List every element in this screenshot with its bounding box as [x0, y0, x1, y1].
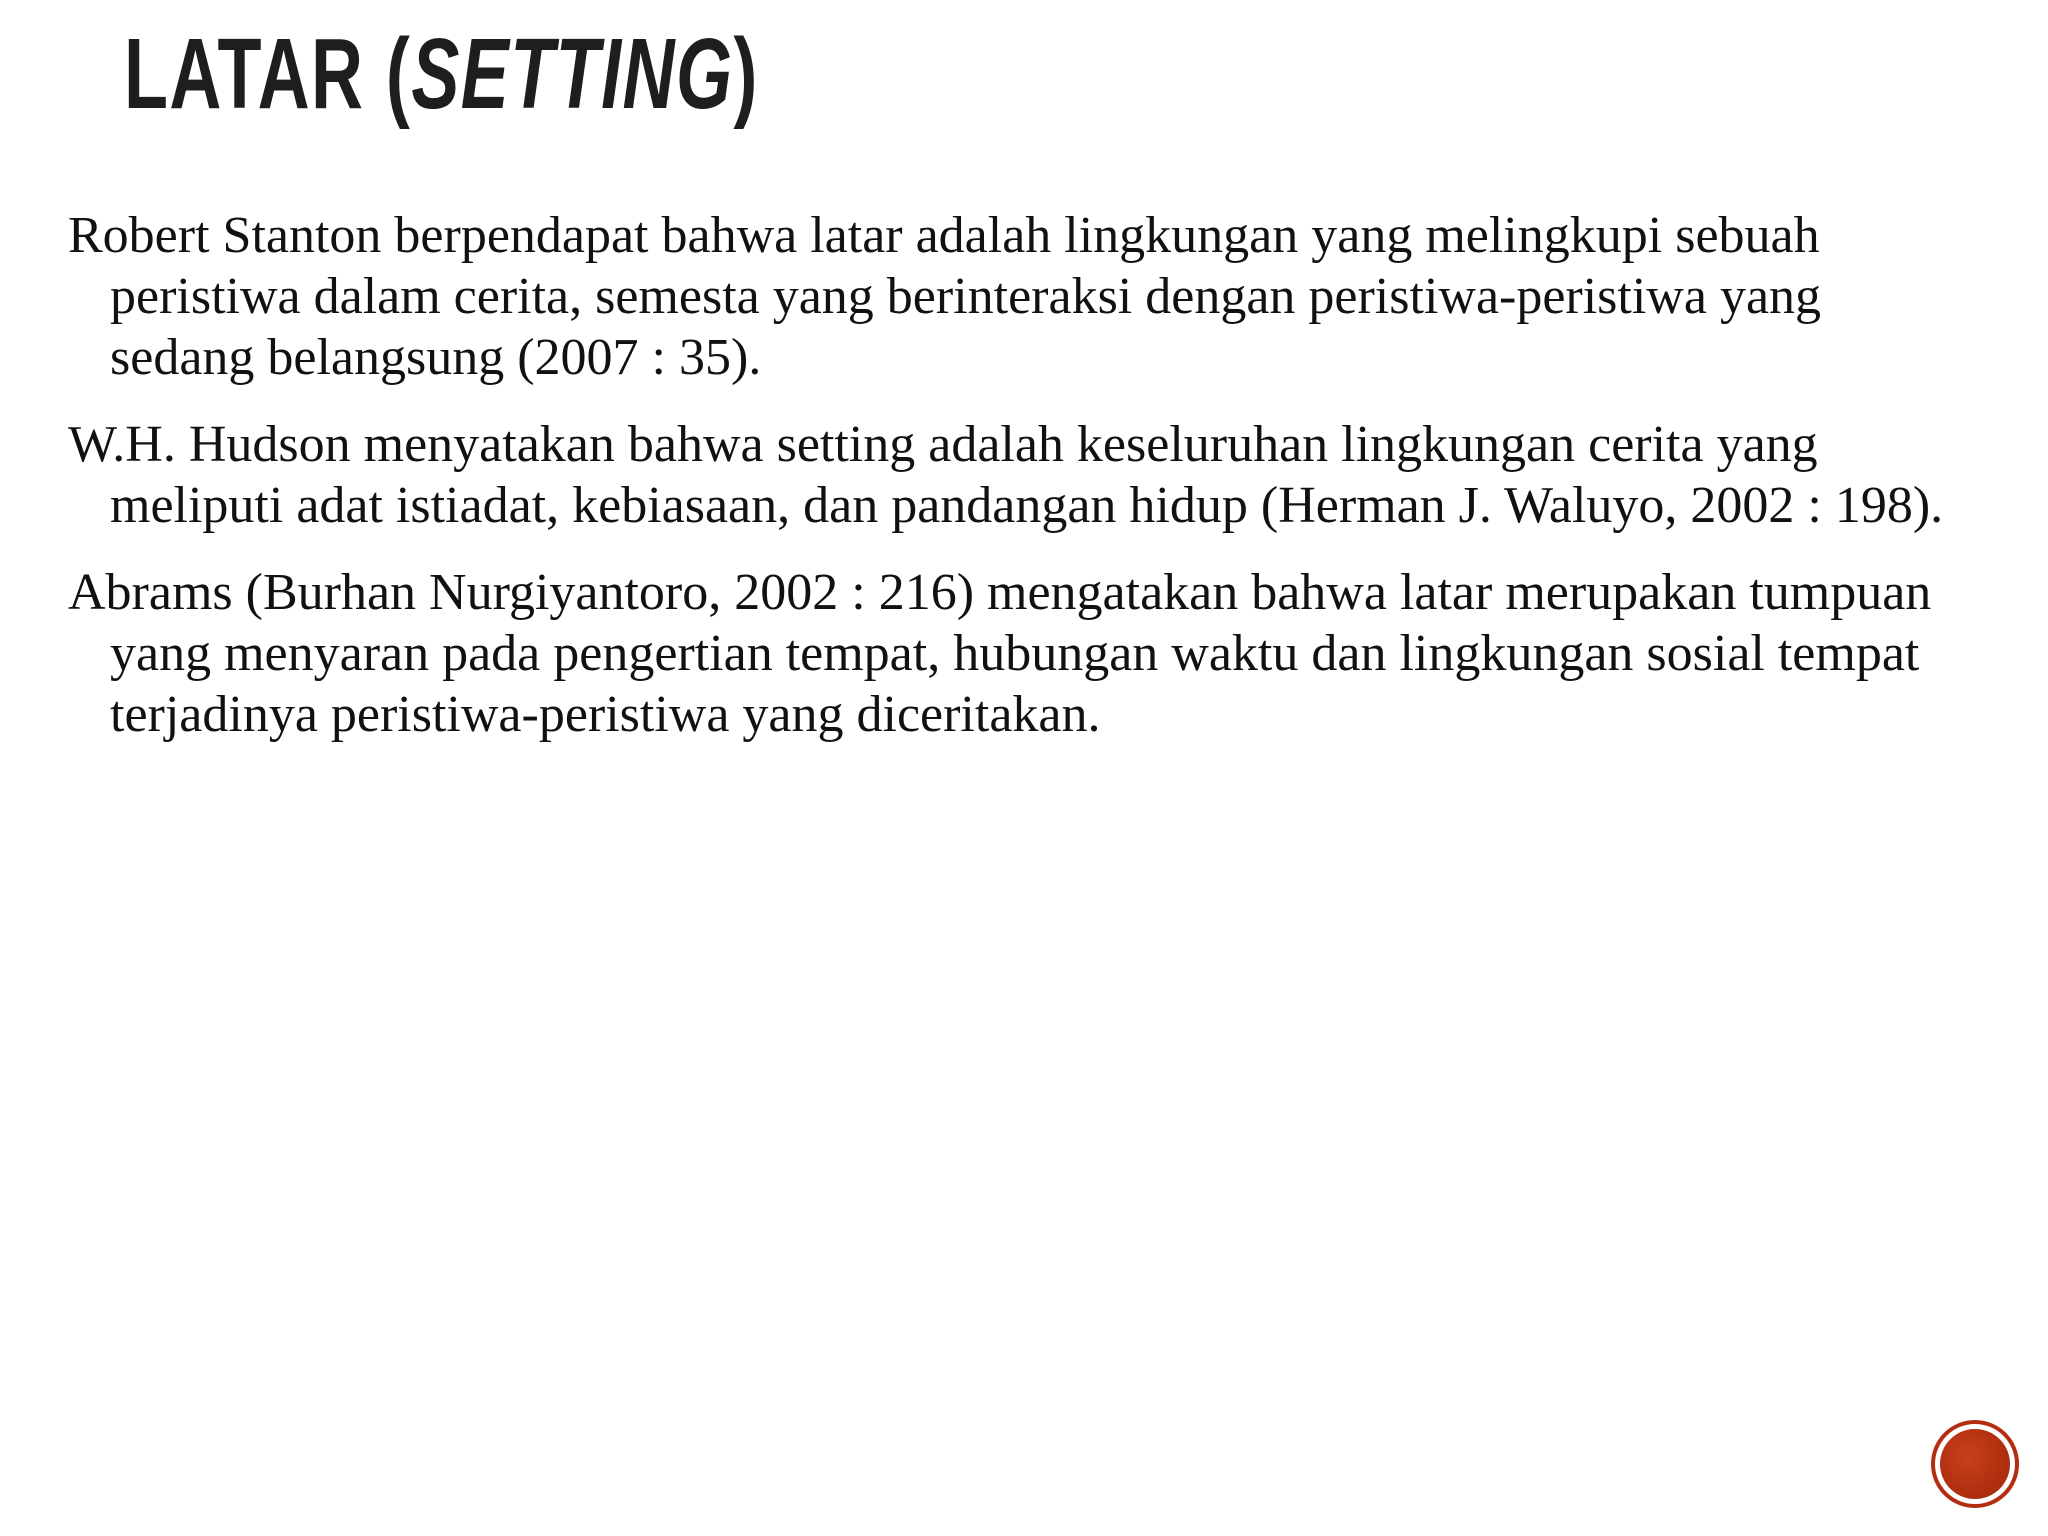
paragraph-hudson: W.H. Hudson menyatakan bahwa setting adalah keseluruhan lingkungan cerita yang meliputi adat istiadat, kebiasaan, dan pandangan hidup (Herman J. Waluyo, 2002 : 198). [68, 416, 1944, 534]
nav-button-fill [1940, 1429, 2010, 1499]
slide-body [68, 205, 1948, 771]
circle-nav-icon[interactable] [1931, 1420, 2019, 1508]
paragraph-abrams: Abrams (Burhan Nurgiyantoro, 2002 : 216) mengatakan bahwa latar merupakan tumpuan yang menyaran pada pengertian tempat, hubungan waktu dan lingkungan sosial tempat terjadinya peristiwa-peristiwa yang diceritakan. [68, 564, 1932, 743]
title-close: ) [733, 18, 759, 130]
slide-title [124, 18, 759, 130]
paragraph-stanton: Robert Stanton berpendapat bahwa latar adalah lingkungan yang melingkupi sebuah peristiwa dalam cerita, semesta yang berinteraksi dengan peristiwa-peristiwa yang sedang belangsung (2007 : 35). [68, 207, 1822, 386]
title-plain: LATAR ( [124, 18, 412, 130]
title-italic: SETTING [411, 18, 734, 130]
